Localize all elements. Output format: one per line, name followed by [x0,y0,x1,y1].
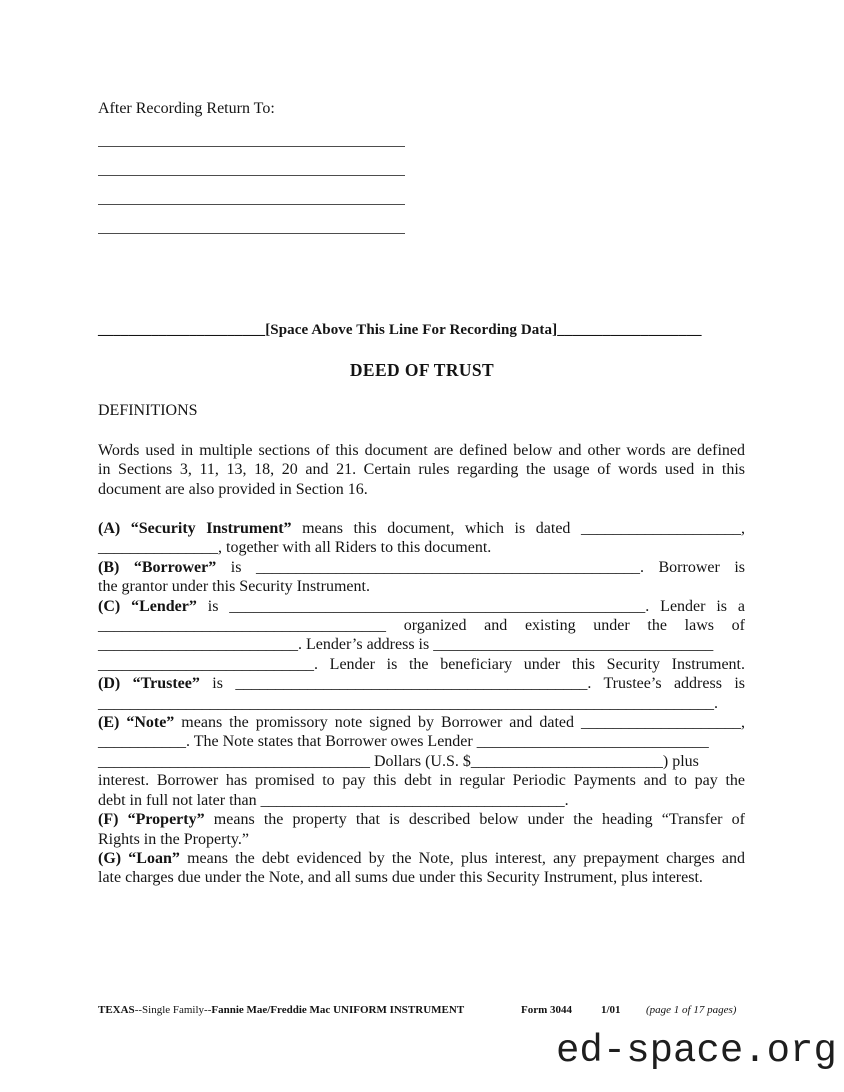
def-line-a2: _______________, together with all Riders to this document. [98,539,492,557]
footer-instrument: Fannie Mae/Freddie Mac UNIFORM INSTRUMENT [211,1004,465,1016]
footer [0,1004,844,1020]
term-borrower: (B) “Borrower” [98,558,217,576]
def-line-b2: the grantor under this Security Instrument. [98,578,370,596]
def-line-e1 [98,713,745,732]
footer-instrument-label [98,1004,464,1016]
return-blank-line-4 [98,233,405,234]
form-revision: 1/01 [601,1004,621,1016]
def-text: means the promissory note signed by Borrower and dated ____________________, [174,714,746,732]
intro-paragraph [98,441,745,499]
def-line-e4: interest. Borrower has promised to pay this debt in regular Periodic Payments and to pay the [98,772,745,790]
def-line-g1 [98,849,745,868]
def-line-f2: Rights in the Property.” [98,830,249,848]
recording-right-blank: ___________________ [557,322,702,338]
def-text: means the debt evidenced by the Note, plus interest, any prepayment charges and [179,849,746,867]
form-number: Form 3044 [521,1004,573,1016]
def-line-a1 [98,519,745,538]
def-text: is ________________________________________________. Borrower is [216,558,746,576]
def-line-g2: late charges due under the Note, and all sums due under this Security Instrument, plus interest. [98,869,703,887]
term-trustee: (D) “Trustee” [98,675,200,693]
return-to-label: After Recording Return To: [98,100,275,117]
term-loan: (G) “Loan” [98,849,180,867]
def-line-c2: ____________________________________ organized and existing under the laws of [98,617,745,635]
return-blank-line-1 [98,146,405,147]
def-line-b1 [98,558,745,577]
def-line-c1 [98,597,745,616]
page-count: (page 1 of 17 pages) [646,1004,737,1016]
document-title: DEED OF TRUST [349,360,495,380]
intro-line-2: in Sections 3, 11, 13, 18, 20 and 21. Certain rules regarding the usage of words used in this [98,461,745,479]
watermark: ed-space.org [556,1029,837,1073]
intro-line-3: document are also provided in Section 16. [98,480,368,498]
return-blank-line-3 [98,204,405,205]
def-line-e5: debt in full not later than ______________________________________. [98,791,569,809]
def-line-e3: __________________________________ Dollars (U.S. $________________________) plus [98,752,699,770]
def-text: is ____________________________________________________. Lender is a [196,597,746,615]
def-text: is ____________________________________________. Trustee’s address is [199,675,746,693]
footer-state: TEXAS [98,1004,135,1016]
recording-data-line [98,322,745,339]
term-lender: (C) “Lender” [98,597,197,615]
def-line-d2: _____________________________________________________________________________. [98,694,718,712]
def-line-e2: ___________. The Note states that Borrower owes Lender _____________________________ [98,733,709,751]
return-blank-line-2 [98,175,405,176]
def-line-c4: ___________________________. Lender is the beneficiary under this Security Instrument. [98,655,745,673]
def-line-d1 [98,674,745,693]
def-text: means this document, which is dated ____________________, [291,520,745,537]
term-security-instrument: (A) “Security Instrument” [98,520,292,537]
recording-left-blank: ______________________ [98,322,266,338]
intro-line-1: Words used in multiple sections of this document are defined below and other words are defined [98,442,745,459]
term-note: (E) “Note” [98,714,175,732]
def-line-c3: _________________________. Lender’s address is ___________________________________ [98,636,714,654]
recording-data-label: [Space Above This Line For Recording Data] [265,322,558,338]
term-property: (F) “Property” [98,811,205,829]
footer-family: --Single Family-- [134,1004,212,1016]
def-line-f1 [98,810,745,829]
def-text: means the property that is described below under the heading “Transfer of [204,811,746,829]
definitions-heading: DEFINITIONS [98,402,198,419]
definitions-list [98,519,745,888]
